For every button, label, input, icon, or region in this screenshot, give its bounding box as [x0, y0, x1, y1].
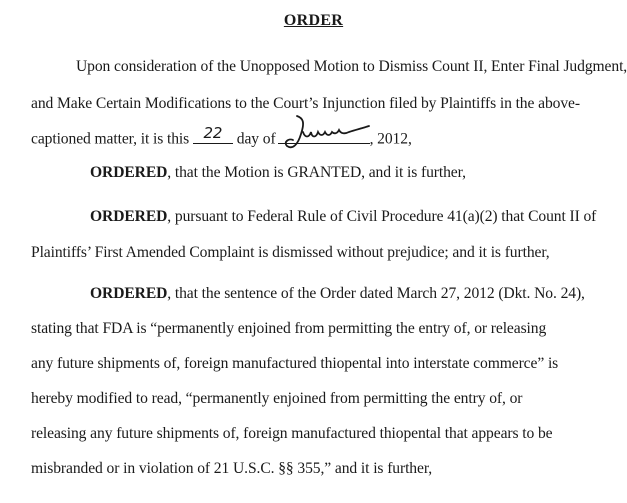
- intro-line-2: and Make Certain Modifications to the Court’s Injunction filed by Plaintiffs in the above-: [31, 95, 580, 112]
- ordered-paragraph-3-text: , that the sentence of the Order dated March 27, 2012 (Dkt. No. 24),: [167, 285, 585, 302]
- ordered-paragraph-1: [90, 164, 466, 182]
- ordered-paragraph-2-line-2: Plaintiffs’ First Amended Complaint is dismissed without prejudice; and it is further,: [31, 244, 550, 261]
- intro-line-3-mid: day of: [236, 130, 276, 148]
- handwritten-month-icon: [283, 112, 375, 156]
- ordered-paragraph-3-line-6: misbranded or in violation of 21 U.S.C. §§ 355,” and it is further,: [31, 460, 433, 477]
- day-blank: [193, 123, 233, 144]
- handwritten-day: 22: [203, 123, 223, 142]
- intro-line-3-start: captioned matter, it is this: [31, 130, 190, 148]
- ordered-paragraph-1-text: , that the Motion is GRANTED, and it is further,: [167, 164, 466, 181]
- order-title: ORDER: [283, 12, 344, 29]
- ordered-paragraph-3-line-2: stating that FDA is “permanently enjoined from permitting the entry of, or releasing: [31, 320, 547, 337]
- ordered-label-3: ORDERED: [90, 285, 168, 302]
- intro-line-1: Upon consideration of the Unopposed Motion to Dismiss Count II, Enter Final Judgment,: [76, 58, 627, 75]
- ordered-paragraph-2-text: , pursuant to Federal Rule of Civil Procedure 41(a)(2) that Count II of: [167, 208, 597, 225]
- intro-line-3-end: , 2012,: [369, 130, 412, 148]
- ordered-paragraph-3-line-3: any future shipments of, foreign manufactured thiopental into interstate commerce” is: [31, 355, 559, 372]
- ordered-label-1: ORDERED: [90, 164, 168, 181]
- ordered-paragraph-3-line-4: hereby modified to read, “permanently enjoined from permitting the entry of, or: [31, 390, 523, 407]
- ordered-paragraph-2: [90, 208, 596, 226]
- ordered-paragraph-3: [90, 285, 585, 303]
- ordered-label-2: ORDERED: [90, 208, 168, 225]
- ordered-paragraph-3-line-5: releasing any future shipments of, foreign manufactured thiopental that appears to be: [31, 425, 553, 442]
